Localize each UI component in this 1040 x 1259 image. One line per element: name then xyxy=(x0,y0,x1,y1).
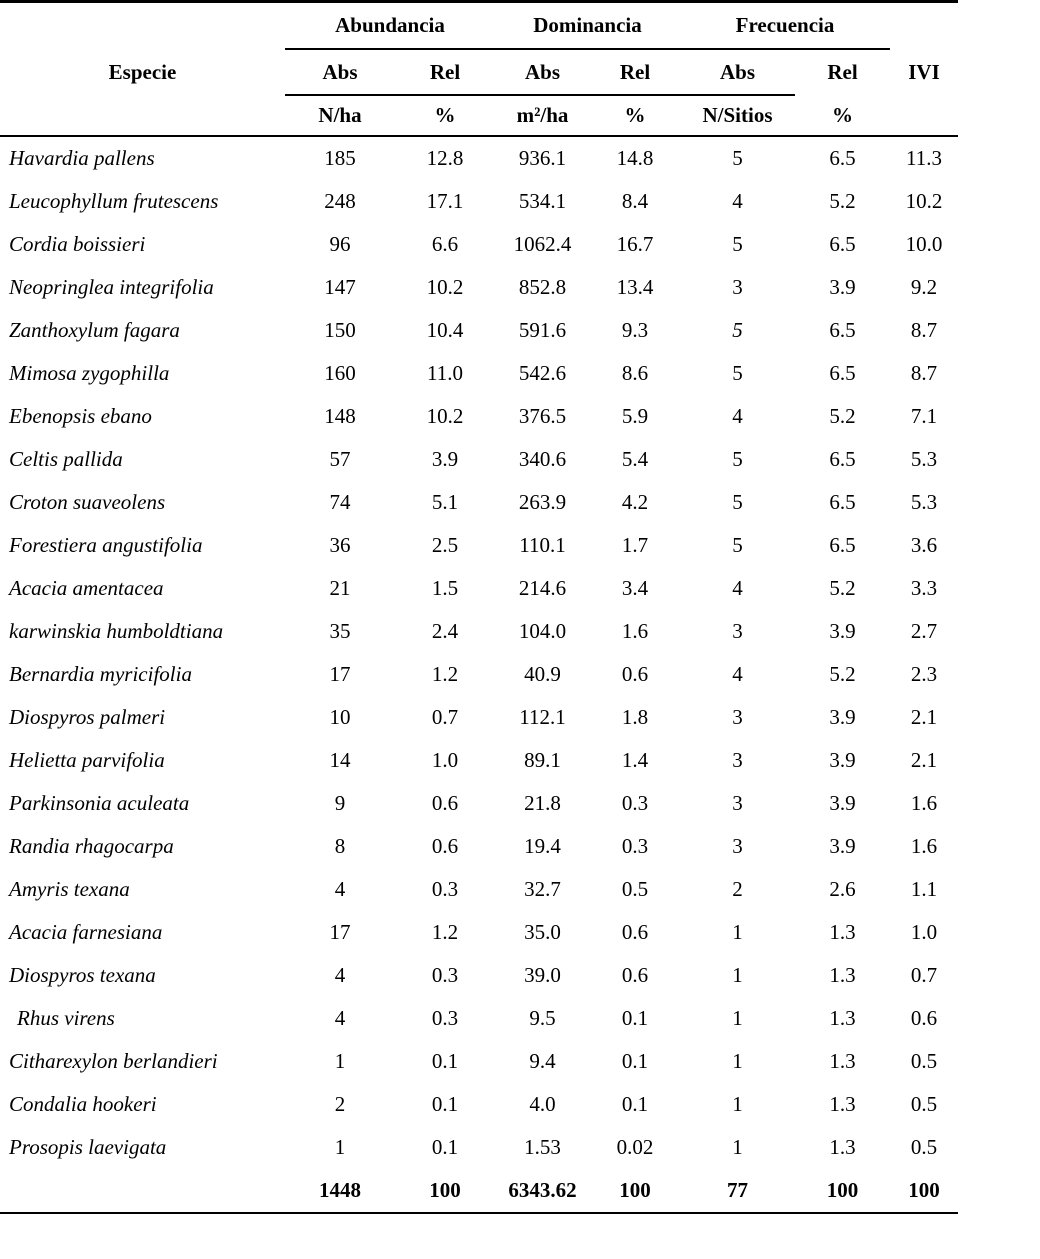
table-row xyxy=(0,868,958,911)
value-cell: 3.4 xyxy=(621,576,649,600)
table-row xyxy=(0,825,958,868)
species-name: Cordia boissieri xyxy=(9,232,146,256)
frecuencia-rel-unit: % xyxy=(795,95,890,136)
value-cell: 13.4 xyxy=(616,275,654,299)
frecuencia-rel-header: Rel xyxy=(827,60,858,84)
value-cell: 110.1 xyxy=(519,533,566,557)
table-row xyxy=(0,223,958,266)
value-cell: 5.3 xyxy=(910,447,938,471)
table-row xyxy=(0,653,958,696)
col-group-frecuencia: Frecuencia xyxy=(680,2,890,50)
table-row xyxy=(0,524,958,567)
table-header xyxy=(0,2,958,137)
value-cell: 936.1 xyxy=(518,146,567,170)
value-cell: 542.6 xyxy=(518,361,567,385)
value-cell: 10 xyxy=(329,705,351,729)
species-name: Celtis pallida xyxy=(9,447,123,471)
value-cell: 1.0 xyxy=(431,748,459,772)
value-cell: 2.7 xyxy=(910,619,938,643)
value-cell: 5.9 xyxy=(621,404,649,428)
ivi-column-header: IVI xyxy=(908,59,940,84)
dominancia-abs-unit: m²/ha xyxy=(495,95,590,136)
value-cell: 4 xyxy=(732,662,743,686)
table-row xyxy=(0,911,958,954)
value-cell: 104.0 xyxy=(518,619,567,643)
value-cell: 4.2 xyxy=(621,490,649,514)
value-cell: 185 xyxy=(324,146,356,170)
species-name: Ebenopsis ebano xyxy=(9,404,152,428)
value-cell: 534.1 xyxy=(518,189,567,213)
value-cell: 2.5 xyxy=(431,533,459,557)
value-cell: 0.3 xyxy=(431,877,459,901)
value-cell: 16.7 xyxy=(616,232,654,256)
table-row xyxy=(0,954,958,997)
value-cell: 9.5 xyxy=(529,1006,556,1030)
value-cell: 1 xyxy=(732,1049,743,1073)
table-row xyxy=(0,1126,958,1169)
table-row xyxy=(0,696,958,739)
value-cell: 74 xyxy=(329,490,351,514)
especie-column-header: Especie xyxy=(108,59,177,84)
value-cell: 3.9 xyxy=(431,447,459,471)
value-cell: 17 xyxy=(329,920,351,944)
value-cell: 112.1 xyxy=(519,705,566,729)
frecuencia-abs-header: Abs xyxy=(680,49,795,95)
table-row xyxy=(0,180,958,223)
value-cell: 5 xyxy=(732,447,743,471)
value-cell: 1.6 xyxy=(621,619,649,643)
value-cell: 21.8 xyxy=(524,791,561,815)
value-cell: 6.5 xyxy=(829,361,856,385)
value-cell: 1.4 xyxy=(621,748,649,772)
value-cell: 11.0 xyxy=(427,361,463,385)
value-cell: 3.9 xyxy=(829,834,856,858)
species-name: Parkinsonia aculeata xyxy=(9,791,190,815)
table-row xyxy=(0,352,958,395)
species-name: karwinskia humboldtiana xyxy=(9,619,224,643)
totals-empty-cell xyxy=(0,1169,285,1213)
value-cell: 6.5 xyxy=(829,490,856,514)
abundancia-abs-header: Abs xyxy=(285,49,395,95)
value-cell: 6.5 xyxy=(829,146,856,170)
value-cell: 6.6 xyxy=(431,232,459,256)
value-cell: 1 xyxy=(732,1092,743,1116)
value-cell: 0.1 xyxy=(621,1049,649,1073)
value-cell: 0.6 xyxy=(621,963,649,987)
value-cell: 1.3 xyxy=(829,963,856,987)
value-cell: 3.9 xyxy=(829,791,856,815)
value-cell: 0.3 xyxy=(621,834,649,858)
value-cell: 17.1 xyxy=(426,189,464,213)
value-cell: 0.5 xyxy=(910,1092,938,1116)
value-cell: 1.3 xyxy=(829,1049,856,1073)
value-cell: 6.5 xyxy=(829,232,856,256)
value-cell: 5 xyxy=(732,232,743,256)
value-cell: 4 xyxy=(334,1006,346,1030)
value-cell: 1.6 xyxy=(910,834,938,858)
value-cell: 96 xyxy=(329,232,351,256)
species-name: Havardia pallens xyxy=(9,146,155,170)
table-row xyxy=(0,782,958,825)
table-row xyxy=(0,266,958,309)
species-name: Diospyros texana xyxy=(9,963,156,987)
species-name: Forestiera angustifolia xyxy=(9,533,203,557)
total-value-cell: 100 xyxy=(890,1169,958,1213)
species-name: Prosopis laevigata xyxy=(9,1135,167,1159)
value-cell: 10.0 xyxy=(905,232,943,256)
value-cell: 1.1 xyxy=(910,877,938,901)
species-name: Zanthoxylum fagara xyxy=(9,318,180,342)
value-cell: 0.1 xyxy=(431,1092,459,1116)
value-cell: 1 xyxy=(732,1006,743,1030)
value-cell: 3.9 xyxy=(829,705,856,729)
value-cell: 8.4 xyxy=(621,189,649,213)
unit-header-row xyxy=(0,95,958,136)
value-cell: 8 xyxy=(334,834,346,858)
value-cell: 214.6 xyxy=(518,576,567,600)
value-cell: 5 xyxy=(732,318,743,342)
table-body xyxy=(0,136,958,1213)
value-cell: 5 xyxy=(732,146,743,170)
species-name: Bernardia myricifolia xyxy=(9,662,192,686)
value-cell: 3 xyxy=(732,275,743,299)
value-cell: 1.0 xyxy=(910,920,938,944)
value-cell: 4 xyxy=(732,576,743,600)
value-cell: 3 xyxy=(732,791,743,815)
value-cell: 1 xyxy=(732,1135,743,1159)
species-name: Acacia farnesiana xyxy=(9,920,163,944)
value-cell: 14.8 xyxy=(616,146,654,170)
value-cell: 6.5 xyxy=(829,533,856,557)
table-row xyxy=(0,739,958,782)
value-cell: 2.3 xyxy=(910,662,938,686)
totals-row xyxy=(0,1169,958,1213)
value-cell: 40.9 xyxy=(524,662,561,686)
empty-corner-cell xyxy=(0,2,285,50)
col-group-dominancia: Dominancia xyxy=(495,2,680,50)
value-cell: 147 xyxy=(324,275,356,299)
species-name: Diospyros palmeri xyxy=(9,705,166,729)
value-cell: 0.3 xyxy=(431,1006,459,1030)
value-cell: 14 xyxy=(329,748,351,772)
value-cell: 263.9 xyxy=(518,490,567,514)
value-cell: 0.1 xyxy=(621,1092,649,1116)
value-cell: 0.1 xyxy=(621,1006,649,1030)
value-cell: 17 xyxy=(329,662,351,686)
value-cell: 8.7 xyxy=(910,318,938,342)
value-cell: 4 xyxy=(732,404,743,428)
value-cell: 3.9 xyxy=(829,619,856,643)
dominancia-abs-header: Abs xyxy=(495,49,590,95)
species-name: Condalia hookeri xyxy=(9,1092,157,1116)
value-cell: 1.3 xyxy=(829,1006,856,1030)
value-cell: 5.2 xyxy=(829,662,856,686)
value-cell: 10.2 xyxy=(426,275,464,299)
value-cell: 10.2 xyxy=(426,404,464,428)
value-cell: 0.3 xyxy=(621,791,649,815)
value-cell: 6.5 xyxy=(829,318,856,342)
dominancia-rel-unit: % xyxy=(590,95,680,136)
value-cell: 5.3 xyxy=(910,490,938,514)
value-cell: 0.1 xyxy=(431,1135,459,1159)
table-row xyxy=(0,1083,958,1126)
value-cell: 0.7 xyxy=(431,705,459,729)
value-cell: 2.1 xyxy=(910,705,938,729)
value-cell: 0.6 xyxy=(431,791,459,815)
value-cell: 5 xyxy=(732,490,743,514)
empty-unit-cell xyxy=(0,95,285,136)
value-cell: 0.3 xyxy=(431,963,459,987)
value-cell: 2 xyxy=(334,1092,346,1116)
total-value-cell: 77 xyxy=(680,1169,795,1213)
total-value-cell: 1448 xyxy=(285,1169,395,1213)
value-cell: 3.3 xyxy=(910,576,938,600)
value-cell: 5 xyxy=(732,361,743,385)
value-cell: 1.2 xyxy=(431,662,459,686)
value-cell: 5.2 xyxy=(829,404,856,428)
value-cell: 12.8 xyxy=(426,146,464,170)
value-cell: 1062.4 xyxy=(513,232,572,256)
value-cell: 5 xyxy=(732,533,743,557)
value-cell: 1 xyxy=(334,1049,346,1073)
species-name: Rhus virens xyxy=(17,1006,115,1030)
value-cell: 3 xyxy=(732,834,743,858)
species-name: Citharexylon berlandieri xyxy=(9,1049,218,1073)
value-cell: 1.3 xyxy=(829,920,856,944)
species-name: Helietta parvifolia xyxy=(9,748,165,772)
table-row xyxy=(0,395,958,438)
value-cell: 248 xyxy=(324,189,356,213)
value-cell: 852.8 xyxy=(518,275,567,299)
total-value-cell: 100 xyxy=(795,1169,890,1213)
value-cell: 3 xyxy=(732,748,743,772)
table-row xyxy=(0,997,958,1040)
value-cell: 1.6 xyxy=(910,791,938,815)
value-cell: 7.1 xyxy=(910,404,938,428)
species-name: Mimosa zygophilla xyxy=(9,361,170,385)
value-cell: 0.7 xyxy=(910,963,938,987)
dominancia-rel-header: Rel xyxy=(590,49,680,95)
value-cell: 9.4 xyxy=(529,1049,556,1073)
value-cell: 0.5 xyxy=(621,877,649,901)
table-row xyxy=(0,610,958,653)
value-cell: 1.8 xyxy=(621,705,649,729)
value-cell: 4 xyxy=(334,963,346,987)
value-cell: 376.5 xyxy=(518,404,567,428)
value-cell: 11.3 xyxy=(906,146,942,170)
value-cell: 9 xyxy=(334,791,346,815)
value-cell: 5.2 xyxy=(829,576,856,600)
value-cell: 9.2 xyxy=(910,275,938,299)
value-cell: 2.6 xyxy=(829,877,856,901)
value-cell: 3 xyxy=(732,705,743,729)
species-name: Acacia amentacea xyxy=(9,576,164,600)
value-cell: 6.5 xyxy=(829,447,856,471)
value-cell: 1 xyxy=(732,920,743,944)
value-cell: 35.0 xyxy=(524,920,561,944)
value-cell: 1.53 xyxy=(524,1135,561,1159)
empty-corner-cell xyxy=(890,2,958,50)
total-value-cell: 100 xyxy=(395,1169,495,1213)
value-cell: 9.3 xyxy=(621,318,649,342)
species-name: Croton suaveolens xyxy=(9,490,166,514)
value-cell: 1 xyxy=(334,1135,346,1159)
value-cell: 10.4 xyxy=(426,318,464,342)
value-cell: 0.1 xyxy=(431,1049,459,1073)
total-value-cell: 6343.62 xyxy=(495,1169,590,1213)
value-cell: 8.7 xyxy=(910,361,938,385)
total-value-cell: 100 xyxy=(590,1169,680,1213)
value-cell: 160 xyxy=(324,361,356,385)
value-cell: 2 xyxy=(732,877,743,901)
value-cell: 36 xyxy=(329,533,351,557)
value-cell: 21 xyxy=(329,576,351,600)
value-cell: 2.4 xyxy=(431,619,459,643)
value-cell: 1.5 xyxy=(431,576,459,600)
value-cell: 3 xyxy=(732,619,743,643)
value-cell: 39.0 xyxy=(524,963,561,987)
value-cell: 5.2 xyxy=(829,189,856,213)
table-row xyxy=(0,309,958,352)
value-cell: 3.6 xyxy=(910,533,938,557)
species-name: Leucophyllum frutescens xyxy=(9,189,219,213)
col-group-abundancia: Abundancia xyxy=(285,2,495,50)
value-cell: 1.3 xyxy=(829,1135,856,1159)
value-cell: 35 xyxy=(329,619,351,643)
empty-unit-cell xyxy=(890,95,958,136)
table-row xyxy=(0,438,958,481)
value-cell: 0.5 xyxy=(910,1049,938,1073)
value-cell: 5.4 xyxy=(621,447,649,471)
abundancia-rel-header: Rel xyxy=(395,49,495,95)
value-cell: 591.6 xyxy=(518,318,567,342)
abundancia-abs-unit: N/ha xyxy=(285,95,395,136)
value-cell: 2.1 xyxy=(910,748,938,772)
value-cell: 4 xyxy=(334,877,346,901)
table-row xyxy=(0,567,958,610)
value-cell: 3.9 xyxy=(829,275,856,299)
value-cell: 150 xyxy=(324,318,356,342)
table-row xyxy=(0,136,958,180)
value-cell: 0.6 xyxy=(910,1006,938,1030)
group-header-row xyxy=(0,2,958,50)
value-cell: 1.3 xyxy=(829,1092,856,1116)
value-cell: 1 xyxy=(732,963,743,987)
value-cell: 340.6 xyxy=(518,447,567,471)
value-cell: 32.7 xyxy=(524,877,561,901)
sub-header-row xyxy=(0,49,958,95)
value-cell: 0.5 xyxy=(910,1135,938,1159)
value-cell: 0.6 xyxy=(431,834,459,858)
value-cell: 10.2 xyxy=(905,189,943,213)
frecuencia-abs-unit: N/Sitios xyxy=(680,95,795,136)
value-cell: 1.7 xyxy=(621,533,649,557)
table-row xyxy=(0,1040,958,1083)
value-cell: 0.6 xyxy=(621,920,649,944)
species-name: Randia rhagocarpa xyxy=(9,834,174,858)
value-cell: 19.4 xyxy=(524,834,561,858)
value-cell: 1.2 xyxy=(431,920,459,944)
value-cell: 57 xyxy=(329,447,351,471)
value-cell: 148 xyxy=(324,404,356,428)
value-cell: 5.1 xyxy=(431,490,459,514)
value-cell: 0.02 xyxy=(616,1135,654,1159)
value-cell: 0.6 xyxy=(621,662,649,686)
value-cell: 4 xyxy=(732,189,743,213)
abundancia-rel-unit: % xyxy=(395,95,495,136)
value-cell: 8.6 xyxy=(621,361,649,385)
table-row xyxy=(0,481,958,524)
value-cell: 3.9 xyxy=(829,748,856,772)
value-cell: 4.0 xyxy=(529,1092,556,1116)
species-name: Amyris texana xyxy=(9,877,130,901)
species-name: Neopringlea integrifolia xyxy=(9,275,214,299)
value-cell: 89.1 xyxy=(524,748,561,772)
